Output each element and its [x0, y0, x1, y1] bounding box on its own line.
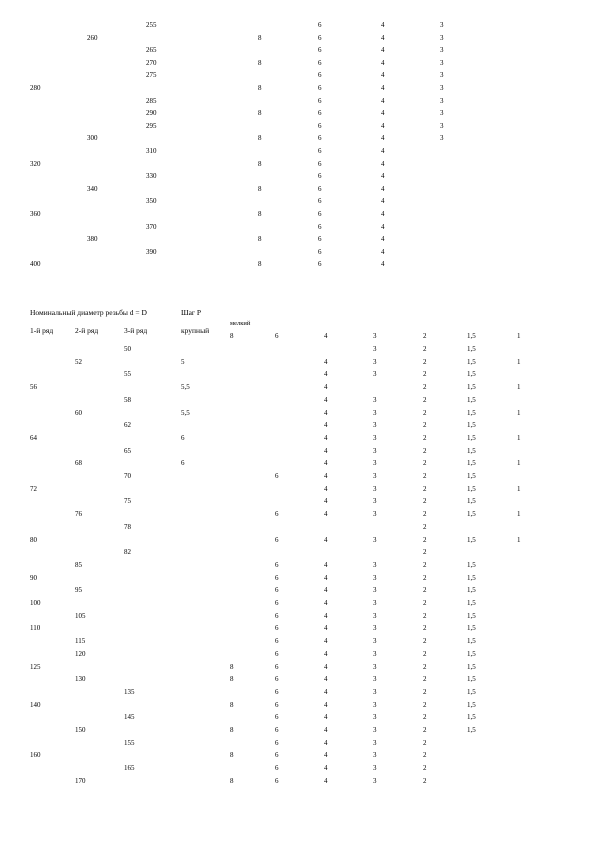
- cell-fine-4: 4: [324, 472, 328, 480]
- cell-row3-diameter: 65: [124, 446, 131, 455]
- col-header-fine-8: 8: [230, 332, 234, 340]
- cell-pitch-4: 4: [381, 197, 385, 206]
- cell-row2-diameter: 170: [75, 776, 86, 785]
- cell-pitch-4: 4: [381, 46, 385, 55]
- cell-fine-8: 8: [230, 700, 234, 709]
- cell-fine-1: 1: [517, 357, 521, 366]
- cell-pitch-3: 3: [440, 134, 444, 143]
- cell-fine-2: 2: [423, 599, 427, 607]
- cell-fine-6: 6: [275, 764, 279, 773]
- cell-fine-3: 3: [373, 662, 377, 671]
- cell-fine-4: 4: [324, 738, 328, 747]
- cell-fine-4: 4: [324, 675, 328, 684]
- cell-fine-6: 6: [275, 599, 279, 607]
- cell-row1-diameter: 140: [30, 700, 41, 709]
- cell-fine-6: 6: [275, 726, 279, 734]
- cell-fine-6: 6: [275, 560, 279, 569]
- cell-row1-diameter: 400: [30, 260, 41, 269]
- cell-fine-4: 4: [324, 764, 328, 773]
- cell-row3-diameter: 62: [124, 421, 131, 430]
- cell-pitch-4: 4: [381, 235, 385, 244]
- cell-pitch-4: 4: [381, 210, 385, 218]
- cell-fine-1-5: 1,5: [467, 357, 476, 366]
- cell-fine-3: 3: [373, 395, 377, 404]
- cell-pitch-6: 6: [318, 58, 322, 67]
- cell-row3-diameter: 390: [146, 247, 157, 256]
- cell-fine-2: 2: [423, 776, 427, 785]
- cell-fine-1-5: 1,5: [467, 370, 476, 379]
- cell-row3-diameter: 290: [146, 109, 157, 118]
- cell-fine-3: 3: [373, 649, 377, 658]
- cell-row1-diameter: 100: [30, 599, 41, 607]
- cell-fine-6: 6: [275, 751, 279, 760]
- col-header-row2: 2-й ряд: [75, 326, 99, 335]
- cell-row1-diameter: 56: [30, 383, 37, 392]
- cell-fine-3: 3: [373, 472, 377, 480]
- cell-pitch-6: 6: [318, 210, 322, 218]
- cell-fine-3: 3: [373, 675, 377, 684]
- cell-fine-2: 2: [423, 687, 427, 696]
- cell-fine-6: 6: [275, 510, 279, 519]
- cell-fine-2: 2: [423, 548, 427, 557]
- cell-pitch-8: 8: [258, 84, 262, 92]
- cell-row3-diameter: 78: [124, 522, 131, 531]
- cell-fine-1-5: 1,5: [467, 726, 476, 734]
- cell-fine-2: 2: [423, 535, 427, 544]
- cell-row2-diameter: 105: [75, 611, 86, 620]
- cell-pitch-6: 6: [318, 46, 322, 55]
- cell-fine-2: 2: [423, 510, 427, 519]
- cell-fine-1-5: 1,5: [467, 649, 476, 658]
- cell-row3-diameter: 295: [146, 121, 157, 130]
- cell-fine-6: 6: [275, 472, 279, 480]
- cell-fine-1-5: 1,5: [467, 535, 476, 544]
- cell-pitch-6: 6: [318, 260, 322, 269]
- cell-fine-6: 6: [275, 624, 279, 633]
- cell-pitch-8: 8: [258, 58, 262, 67]
- cell-fine-2: 2: [423, 408, 427, 417]
- col-header-fine-2: 2: [423, 332, 427, 340]
- cell-fine-4: 4: [324, 662, 328, 671]
- cell-coarse-pitch: 6: [181, 433, 185, 442]
- cell-fine-1-5: 1,5: [467, 459, 476, 468]
- cell-fine-3: 3: [373, 446, 377, 455]
- cell-row3-diameter: 145: [124, 713, 135, 722]
- cell-pitch-6: 6: [318, 172, 322, 181]
- cell-fine-2: 2: [423, 522, 427, 531]
- cell-row2-diameter: 120: [75, 649, 86, 658]
- cell-row3-diameter: 330: [146, 172, 157, 181]
- cell-fine-1: 1: [517, 459, 521, 468]
- cell-fine-2: 2: [423, 357, 427, 366]
- cell-row1-diameter: 80: [30, 535, 37, 544]
- cell-fine-1-5: 1,5: [467, 446, 476, 455]
- cell-fine-3: 3: [373, 497, 377, 506]
- cell-row3-diameter: 135: [124, 687, 135, 696]
- pitch-header: Шаг P: [181, 308, 202, 317]
- cell-fine-4: 4: [324, 560, 328, 569]
- cell-fine-4: 4: [324, 433, 328, 442]
- cell-fine-3: 3: [373, 687, 377, 696]
- cell-row1-diameter: 90: [30, 573, 37, 582]
- cell-fine-4: 4: [324, 357, 328, 366]
- cell-fine-4: 4: [324, 713, 328, 722]
- cell-pitch-6: 6: [318, 33, 322, 42]
- cell-fine-3: 3: [373, 738, 377, 747]
- cell-pitch-4: 4: [381, 96, 385, 105]
- cell-fine-2: 2: [423, 383, 427, 392]
- cell-pitch-8: 8: [258, 260, 262, 269]
- cell-row2-diameter: 340: [87, 184, 98, 193]
- cell-fine-3: 3: [373, 726, 377, 734]
- cell-pitch-4: 4: [381, 84, 385, 92]
- cell-row3-diameter: 370: [146, 222, 157, 231]
- cell-fine-3: 3: [373, 510, 377, 519]
- cell-fine-4: 4: [324, 370, 328, 379]
- cell-pitch-4: 4: [381, 147, 385, 155]
- cell-pitch-3: 3: [440, 109, 444, 118]
- cell-pitch-6: 6: [318, 235, 322, 244]
- cell-fine-2: 2: [423, 484, 427, 493]
- cell-pitch-4: 4: [381, 58, 385, 67]
- cell-row2-diameter: 115: [75, 637, 86, 646]
- cell-row2-diameter: 95: [75, 586, 82, 595]
- col-header-row1: 1-й ряд: [30, 326, 54, 335]
- cell-row3-diameter: 285: [146, 96, 157, 105]
- cell-fine-6: 6: [275, 662, 279, 671]
- cell-pitch-4: 4: [381, 260, 385, 269]
- cell-row1-diameter: 125: [30, 662, 41, 671]
- cell-pitch-6: 6: [318, 247, 322, 256]
- cell-fine-1-5: 1,5: [467, 472, 476, 480]
- cell-row3-diameter: 155: [124, 738, 135, 747]
- cell-coarse-pitch: 5,5: [181, 383, 190, 392]
- cell-fine-2: 2: [423, 738, 427, 747]
- cell-fine-3: 3: [373, 535, 377, 544]
- cell-fine-6: 6: [275, 713, 279, 722]
- cell-pitch-3: 3: [440, 46, 444, 55]
- cell-fine-1-5: 1,5: [467, 560, 476, 569]
- cell-fine-4: 4: [324, 637, 328, 646]
- cell-fine-6: 6: [275, 687, 279, 696]
- cell-pitch-3: 3: [440, 58, 444, 67]
- cell-pitch-6: 6: [318, 134, 322, 143]
- cell-row2-diameter: 150: [75, 726, 86, 734]
- cell-coarse-pitch: 6: [181, 459, 185, 468]
- cell-pitch-3: 3: [440, 96, 444, 105]
- cell-pitch-8: 8: [258, 134, 262, 143]
- col-header-coarse: крупный: [181, 326, 210, 335]
- cell-fine-4: 4: [324, 408, 328, 417]
- cell-fine-1-5: 1,5: [467, 713, 476, 722]
- cell-fine-2: 2: [423, 675, 427, 684]
- cell-pitch-6: 6: [318, 159, 322, 168]
- cell-fine-4: 4: [324, 459, 328, 468]
- cell-fine-2: 2: [423, 421, 427, 430]
- cell-fine-1-5: 1,5: [467, 421, 476, 430]
- cell-row3-diameter: 310: [146, 147, 157, 155]
- cell-fine-3: 3: [373, 357, 377, 366]
- cell-fine-1: 1: [517, 535, 521, 544]
- cell-pitch-4: 4: [381, 121, 385, 130]
- cell-fine-6: 6: [275, 611, 279, 620]
- cell-fine-6: 6: [275, 700, 279, 709]
- cell-fine-1-5: 1,5: [467, 383, 476, 392]
- cell-fine-4: 4: [324, 586, 328, 595]
- cell-pitch-4: 4: [381, 247, 385, 256]
- cell-row1-diameter: 320: [30, 159, 41, 168]
- cell-coarse-pitch: 5,5: [181, 408, 190, 417]
- cell-pitch-6: 6: [318, 96, 322, 105]
- col-header-row3: 3-й ряд: [124, 326, 148, 335]
- cell-fine-3: 3: [373, 764, 377, 773]
- cell-fine-3: 3: [373, 776, 377, 785]
- cell-fine-3: 3: [373, 573, 377, 582]
- cell-fine-3: 3: [373, 421, 377, 430]
- cell-fine-4: 4: [324, 510, 328, 519]
- cell-pitch-3: 3: [440, 33, 444, 42]
- col-header-fine-6: 6: [275, 332, 279, 340]
- cell-fine-3: 3: [373, 624, 377, 633]
- cell-fine-3: 3: [373, 751, 377, 760]
- cell-fine-4: 4: [324, 395, 328, 404]
- cell-row2-diameter: 260: [87, 33, 98, 42]
- cell-pitch-4: 4: [381, 109, 385, 118]
- cell-fine-6: 6: [275, 675, 279, 684]
- col-header-fine-1-5: 1,5: [467, 332, 476, 340]
- cell-fine-1-5: 1,5: [467, 611, 476, 620]
- cell-fine-2: 2: [423, 726, 427, 734]
- col-header-fine-3: 3: [373, 332, 377, 340]
- cell-fine-4: 4: [324, 484, 328, 493]
- cell-pitch-8: 8: [258, 159, 262, 168]
- fine-pitch-header: мелкий: [230, 320, 251, 327]
- cell-row2-diameter: 68: [75, 459, 82, 468]
- cell-row1-diameter: 110: [30, 624, 41, 633]
- cell-fine-2: 2: [423, 433, 427, 442]
- cell-fine-6: 6: [275, 586, 279, 595]
- cell-fine-6: 6: [275, 637, 279, 646]
- cell-pitch-6: 6: [318, 121, 322, 130]
- cell-fine-6: 6: [275, 535, 279, 544]
- cell-fine-8: 8: [230, 776, 234, 785]
- cell-fine-4: 4: [324, 700, 328, 709]
- cell-fine-3: 3: [373, 599, 377, 607]
- cell-pitch-6: 6: [318, 147, 322, 155]
- cell-fine-6: 6: [275, 573, 279, 582]
- cell-pitch-8: 8: [258, 235, 262, 244]
- cell-fine-2: 2: [423, 713, 427, 722]
- cell-fine-6: 6: [275, 649, 279, 658]
- cell-fine-3: 3: [373, 345, 377, 353]
- cell-pitch-6: 6: [318, 71, 322, 80]
- cell-pitch-8: 8: [258, 109, 262, 118]
- cell-fine-3: 3: [373, 713, 377, 722]
- cell-fine-8: 8: [230, 675, 234, 684]
- cell-pitch-8: 8: [258, 210, 262, 218]
- cell-fine-2: 2: [423, 586, 427, 595]
- cell-pitch-3: 3: [440, 121, 444, 130]
- cell-fine-4: 4: [324, 599, 328, 607]
- cell-row3-diameter: 270: [146, 58, 157, 67]
- cell-fine-4: 4: [324, 573, 328, 582]
- cell-fine-1-5: 1,5: [467, 573, 476, 582]
- cell-pitch-4: 4: [381, 222, 385, 231]
- cell-pitch-4: 4: [381, 172, 385, 181]
- cell-fine-8: 8: [230, 662, 234, 671]
- cell-fine-4: 4: [324, 776, 328, 785]
- cell-fine-3: 3: [373, 433, 377, 442]
- cell-fine-4: 4: [324, 751, 328, 760]
- cell-fine-1-5: 1,5: [467, 433, 476, 442]
- cell-fine-2: 2: [423, 472, 427, 480]
- cell-fine-1-5: 1,5: [467, 624, 476, 633]
- cell-fine-1-5: 1,5: [467, 484, 476, 493]
- cell-fine-2: 2: [423, 624, 427, 633]
- cell-fine-1-5: 1,5: [467, 687, 476, 696]
- cell-row2-diameter: 130: [75, 675, 86, 684]
- cell-fine-1-5: 1,5: [467, 599, 476, 607]
- cell-pitch-3: 3: [440, 71, 444, 80]
- cell-fine-3: 3: [373, 459, 377, 468]
- cell-row2-diameter: 52: [75, 357, 82, 366]
- cell-fine-3: 3: [373, 484, 377, 493]
- cell-fine-2: 2: [423, 446, 427, 455]
- cell-fine-1-5: 1,5: [467, 408, 476, 417]
- cell-fine-2: 2: [423, 560, 427, 569]
- cell-fine-3: 3: [373, 370, 377, 379]
- cell-fine-1-5: 1,5: [467, 675, 476, 684]
- cell-fine-3: 3: [373, 408, 377, 417]
- cell-pitch-4: 4: [381, 21, 385, 29]
- cell-fine-2: 2: [423, 637, 427, 646]
- cell-fine-2: 2: [423, 751, 427, 760]
- cell-row3-diameter: 70: [124, 472, 131, 480]
- cell-row3-diameter: 350: [146, 197, 157, 206]
- cell-fine-4: 4: [324, 446, 328, 455]
- cell-fine-2: 2: [423, 764, 427, 773]
- cell-fine-8: 8: [230, 751, 234, 760]
- cell-fine-6: 6: [275, 776, 279, 785]
- cell-row3-diameter: 50: [124, 345, 131, 353]
- cell-pitch-4: 4: [381, 159, 385, 168]
- cell-fine-1-5: 1,5: [467, 510, 476, 519]
- cell-fine-4: 4: [324, 726, 328, 734]
- cell-fine-2: 2: [423, 573, 427, 582]
- cell-fine-1-5: 1,5: [467, 345, 476, 353]
- cell-pitch-8: 8: [258, 33, 262, 42]
- cell-row2-diameter: 380: [87, 235, 98, 244]
- cell-fine-3: 3: [373, 700, 377, 709]
- cell-fine-2: 2: [423, 370, 427, 379]
- cell-row3-diameter: 265: [146, 46, 157, 55]
- cell-fine-4: 4: [324, 624, 328, 633]
- cell-fine-3: 3: [373, 637, 377, 646]
- cell-pitch-4: 4: [381, 134, 385, 143]
- cell-pitch-6: 6: [318, 222, 322, 231]
- cell-row3-diameter: 82: [124, 548, 131, 557]
- cell-row1-diameter: 160: [30, 751, 41, 760]
- cell-fine-1: 1: [517, 433, 521, 442]
- cell-pitch-6: 6: [318, 109, 322, 118]
- cell-pitch-3: 3: [440, 21, 444, 29]
- cell-pitch-6: 6: [318, 21, 322, 29]
- cell-row3-diameter: 58: [124, 395, 131, 404]
- cell-fine-1-5: 1,5: [467, 586, 476, 595]
- cell-fine-1-5: 1,5: [467, 637, 476, 646]
- cell-fine-2: 2: [423, 345, 427, 353]
- cell-pitch-4: 4: [381, 33, 385, 42]
- cell-fine-4: 4: [324, 497, 328, 506]
- diameter-header: Номинальный диаметр резьбы d = D: [30, 308, 147, 317]
- cell-fine-4: 4: [324, 383, 328, 392]
- cell-row2-diameter: 60: [75, 408, 82, 417]
- cell-fine-2: 2: [423, 497, 427, 506]
- cell-pitch-4: 4: [381, 184, 385, 193]
- cell-fine-4: 4: [324, 611, 328, 620]
- cell-pitch-6: 6: [318, 184, 322, 193]
- cell-fine-3: 3: [373, 560, 377, 569]
- cell-fine-2: 2: [423, 611, 427, 620]
- cell-row2-diameter: 76: [75, 510, 82, 519]
- cell-row1-diameter: 72: [30, 484, 37, 493]
- cell-fine-6: 6: [275, 738, 279, 747]
- col-header-fine-4: 4: [324, 332, 328, 340]
- cell-fine-2: 2: [423, 662, 427, 671]
- cell-coarse-pitch: 5: [181, 357, 185, 366]
- cell-fine-1: 1: [517, 484, 521, 493]
- cell-row3-diameter: 55: [124, 370, 131, 379]
- cell-fine-2: 2: [423, 649, 427, 658]
- cell-fine-8: 8: [230, 726, 234, 734]
- cell-pitch-3: 3: [440, 84, 444, 92]
- cell-row3-diameter: 75: [124, 497, 131, 506]
- cell-row3-diameter: 165: [124, 764, 135, 773]
- cell-fine-4: 4: [324, 421, 328, 430]
- cell-row2-diameter: 85: [75, 560, 82, 569]
- cell-fine-1: 1: [517, 510, 521, 519]
- col-header-fine-1: 1: [517, 332, 521, 340]
- cell-row3-diameter: 255: [146, 21, 157, 29]
- cell-fine-2: 2: [423, 700, 427, 709]
- cell-fine-1: 1: [517, 408, 521, 417]
- cell-row2-diameter: 300: [87, 134, 98, 143]
- cell-fine-4: 4: [324, 687, 328, 696]
- cell-row1-diameter: 360: [30, 210, 41, 218]
- cell-fine-1-5: 1,5: [467, 662, 476, 671]
- cell-fine-1-5: 1,5: [467, 700, 476, 709]
- cell-fine-3: 3: [373, 586, 377, 595]
- cell-pitch-6: 6: [318, 84, 322, 92]
- cell-fine-3: 3: [373, 611, 377, 620]
- cell-fine-2: 2: [423, 459, 427, 468]
- cell-fine-4: 4: [324, 535, 328, 544]
- cell-row1-diameter: 280: [30, 84, 41, 92]
- cell-fine-1: 1: [517, 383, 521, 392]
- cell-pitch-4: 4: [381, 71, 385, 80]
- cell-fine-1-5: 1,5: [467, 395, 476, 404]
- cell-fine-1-5: 1,5: [467, 497, 476, 506]
- cell-pitch-8: 8: [258, 184, 262, 193]
- cell-pitch-6: 6: [318, 197, 322, 206]
- cell-fine-4: 4: [324, 649, 328, 658]
- cell-fine-2: 2: [423, 395, 427, 404]
- cell-row1-diameter: 64: [30, 433, 37, 442]
- cell-row3-diameter: 275: [146, 71, 157, 80]
